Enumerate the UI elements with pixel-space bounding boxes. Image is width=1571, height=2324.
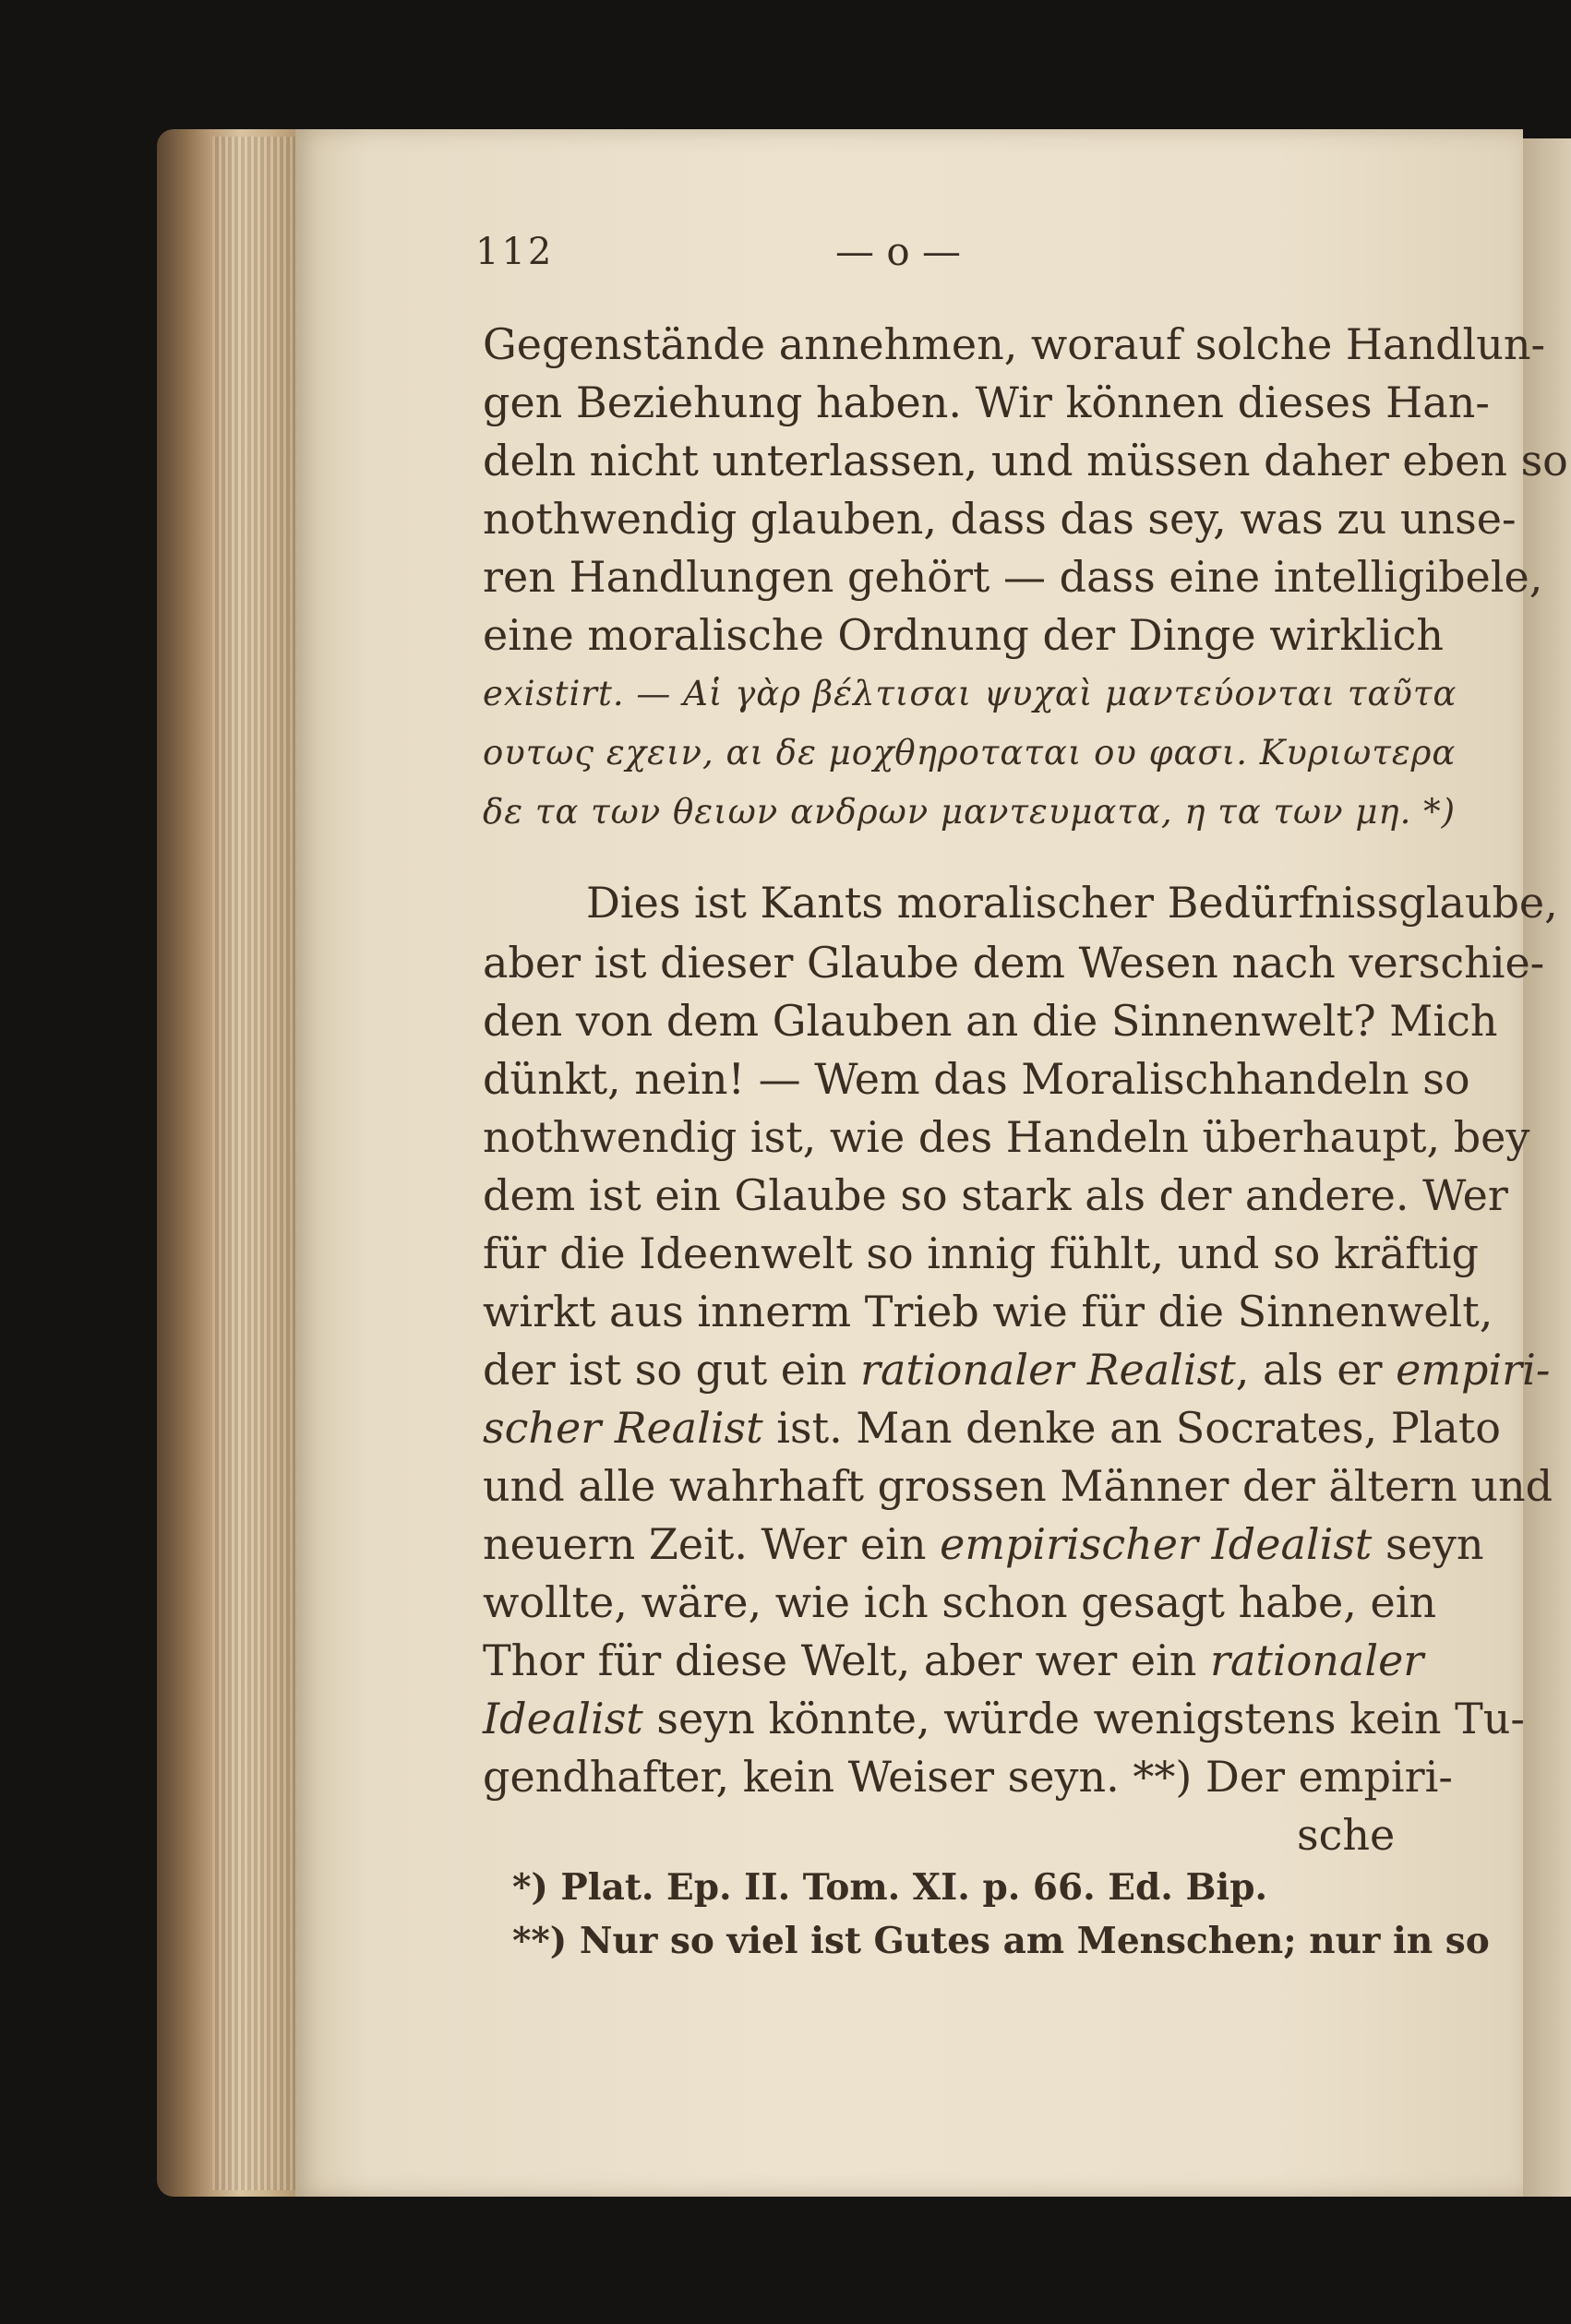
text-line: nothwendig glauben, dass das sey, was zu unse- xyxy=(483,494,1517,544)
text-segment: der ist so gut ein xyxy=(483,1345,860,1395)
text-line: wirkt aus innerm Trieb wie für die Sinnenwelt, xyxy=(483,1287,1493,1336)
footnote-1: *) Plat. Ep. II. Tom. XI. p. 66. Ed. Bip. xyxy=(512,1866,1268,1909)
text-line: eine moralische Ordnung der Dinge wirklich xyxy=(483,610,1445,660)
text-segment: neuern Zeit. Wer ein xyxy=(483,1519,941,1569)
text-line: und alle wahrhaft grossen Männer der ältern und xyxy=(483,1461,1553,1511)
text-line xyxy=(483,1694,1525,1743)
text-line: wollte, wäre, wie ich schon gesagt habe, ein xyxy=(483,1577,1437,1627)
catchword: sche xyxy=(1297,1810,1396,1860)
italic-term: empiri- xyxy=(1396,1345,1551,1395)
text-line: dem ist ein Glaube so stark als der andere. Wer xyxy=(483,1170,1508,1220)
text-line xyxy=(483,1635,1424,1685)
text-segment: , als er xyxy=(1235,1345,1397,1395)
paragraph-start: Dies ist Kants moralischer Bedürfnissglaube, xyxy=(586,878,1558,928)
text-line: dünkt, nein! — Wem das Moralischhandeln so xyxy=(483,1054,1470,1104)
footnote-2: **) Nur so viel ist Gutes am Menschen; nur in so xyxy=(512,1920,1490,1962)
text-line: ren Handlungen gehört — dass eine intelligibele, xyxy=(483,552,1543,602)
text-line: gen Beziehung haben. Wir können dieses Han- xyxy=(483,377,1490,427)
greek-quote-line: δε τα των θειων ανδρων μαντευματα, η τα των μη. *) xyxy=(483,792,1457,832)
text-segment: ist. Man denke an Socrates, Plato xyxy=(762,1403,1501,1453)
text-line: Gegenstände annehmen, worauf solche Handlun- xyxy=(483,319,1546,369)
text-line: den von dem Glauben an die Sinnenwelt? Mich xyxy=(483,996,1498,1046)
italic-term: Idealist xyxy=(483,1694,643,1743)
running-head: — o — xyxy=(835,229,961,274)
text-segment: seyn könnte, würde wenigstens kein Tu- xyxy=(642,1694,1525,1743)
text-line xyxy=(483,1519,1484,1569)
text-segment: Thor für diese Welt, aber wer ein xyxy=(483,1635,1210,1685)
italic-term: rationaler Realist xyxy=(860,1345,1236,1395)
italic-term: scher Realist xyxy=(483,1403,763,1453)
text-line: aber ist dieser Glaube dem Wesen nach verschie- xyxy=(483,938,1545,988)
text-segment: seyn xyxy=(1372,1519,1484,1569)
text-line: für die Ideenwelt so innig fühlt, und so kräftig xyxy=(483,1228,1479,1278)
greek-quote-line: ουτως εχειν, αι δε μοχθηροταται ου φασι. Κυριωτερα xyxy=(483,733,1457,773)
text-line: nothwendig ist, wie des Handeln überhaupt, bey xyxy=(483,1112,1530,1162)
text-line: gendhafter, kein Weiser seyn. **) Der empiri- xyxy=(483,1752,1453,1802)
italic-term: empirischer Idealist xyxy=(940,1519,1373,1569)
greek-quote-line: existirt. — Αἱ γὰρ βέλτισαι ψυχαὶ μαντεύονται ταῦτα xyxy=(483,674,1457,713)
page-edges xyxy=(212,137,300,2190)
text-line: deln nicht unterlassen, und müssen daher eben so xyxy=(483,436,1568,485)
page-number: 112 xyxy=(475,231,555,273)
italic-term: rationaler xyxy=(1210,1635,1424,1685)
text-line xyxy=(483,1403,1501,1453)
text-line xyxy=(483,1345,1551,1395)
